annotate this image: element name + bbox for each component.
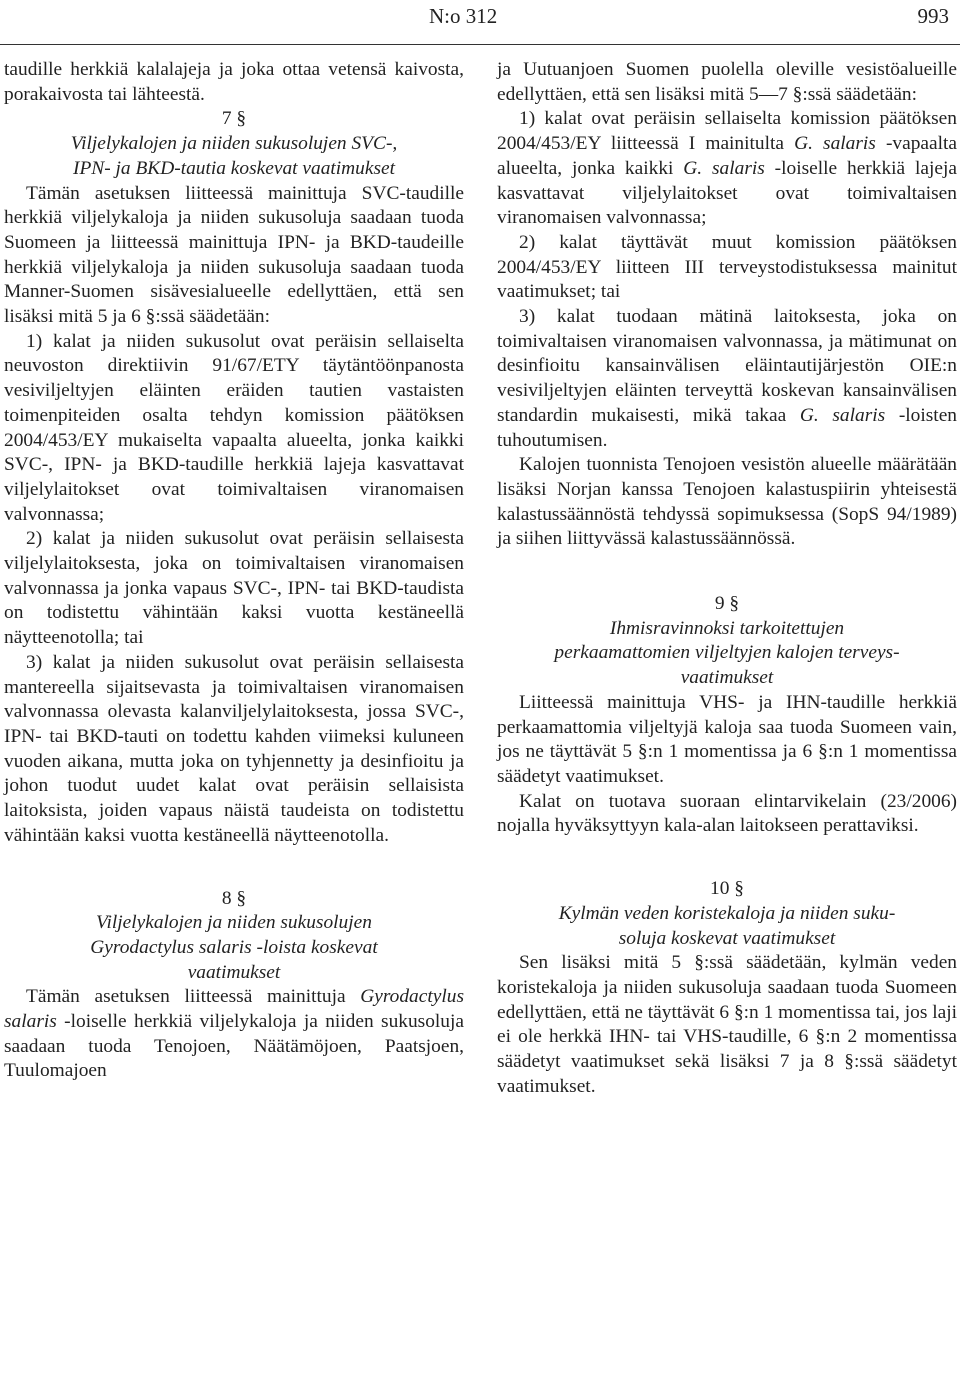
section-8-title [4, 911, 464, 985]
left-column [4, 58, 464, 1084]
section-9-number: 9 § [714, 593, 740, 615]
section-8-item-1 [497, 107, 957, 231]
section-9-paragraph-1: Liitteessä mainittuja VHS- ja IHN-taudille herkkiä perkaamattomia viljeltyjä kaloja saa tuoda Suomeen vain, jos ne täyttävät 5 §:n 1 momentissa ja 6 §:n 1 momentissa säädetyt vaatimukset. [497, 691, 957, 787]
section-9-title-line-1: Ihmisravinnoksi tarkoitettujen [609, 617, 845, 639]
section-8-paragraph-2: Kalojen tuonnista Tenojoen vesistön alueelle määrätään lisäksi Norjan kanssa Tenojoen kalastuspiirin yhteisestä kalastussäännöstä tehdyssä sopimuksessa (SopS 94/1989) ja siihen liittyvässä kalastussäännössä. [497, 454, 957, 550]
section-7-item-2: 2) kalat ja niiden sukusolut ovat peräisin sellaisesta viljelylaitoksesta, joka on toimivaltaisen viranomaisen valvonnassa ja jonka vapaus SVC-, IPN- tai BKD-taudista on todistettu vähintään kaksi vuotta kestäneellä näytteenotolla; tai [4, 528, 464, 649]
section-10-title-line-1: Kylmän veden koristekaloja ja niiden suku- [558, 902, 896, 924]
section-9-title-line-3: vaatimukset [680, 667, 774, 689]
section-8-p1-text-c: -loiselle herkkiä viljelykaloja ja niiden sukusoluja saadaan tuoda Tenojoen, Näätämöjoen, Paatsjoen, Tuulomajoen [4, 1011, 464, 1082]
section-8-item-1-text-e: -loiselle herkkiä lajeja kasvattavat viljelylaitokset ovat toimivaltaisen viranomaisen valvonnassa; [497, 157, 957, 229]
section-8-title-line-2: Gyrodactylus salaris -loista koskevat [90, 936, 378, 958]
section-9-title-line-2: perkaamattomien viljeltyjen kalojen terveys- [554, 642, 900, 664]
section-9-paragraph-2: Kalat on tuotava suoraan elintarvikelain (23/2006) nojalla hyväksyttyyn kala-alan laitokseen perattaviksi. [497, 790, 957, 837]
section-10-title [497, 902, 957, 951]
section-8-item-3 [497, 305, 957, 453]
section-8-p1-species: Gyrodactylus salaris [4, 986, 464, 1033]
section-8-item-3-text-a: 3) kalat tuodaan mätinä laitoksesta, joka on toimivaltaisen viranomaisen valvonnassa, ja mätimunat on desinfioitu kansainvälisen eläintautijärjestön OIE:n vesiviljeltyjen eläinten terveyttä koskevan kansainvälisen standardin mukaisesti, mikä takaa [497, 306, 957, 426]
section-10-paragraph-1: Sen lisäksi mitä 5 §:ssä säädetään, kylmän veden koristekaloja ja niiden sukusoluja saadaan tuoda Suomeen edellyttäen, että ne täyttävät 6 §:n 1 momentissa tai, jos laji ei ole herkkä IHN- tai VHS-taudille, 6 §:n 2 momentissa säädetyt vaatimukset sekä lisäksi 7 ja 8 §:ssä säädetyt vaatimukset. [497, 952, 957, 1097]
section-10-title-line-2: soluja koskevat vaatimukset [618, 927, 836, 949]
section-7-paragraph-1: Tämän asetuksen liitteessä mainittuja SVC-taudille herkkiä viljelykaloja ja niiden sukusoluja saadaan tuoda Suomeen ja liitteessä mainittuja IPN- ja BKD-taudeille herkkiä viljelykaloja ja niiden sukusoluja saadaan tuoda Manner-Suomen sisävesialueelle edellyttäen, että sen lisäksi mitä 5 ja 6 §:ssä säädetään: [4, 182, 464, 328]
section-8-title-line-3: vaatimukset [187, 961, 281, 983]
section-7-number: 7 § [221, 108, 247, 130]
section-8-item-3-species: G. salaris [799, 404, 886, 426]
section-7-title [4, 132, 464, 181]
section-7-item-3: 3) kalat ja niiden sukusolut ovat peräisin sellaisesta mantereella sijaitsevasta ja toimivaltaisen viranomaisen valvonnassa olevasta kalanviljelylaitoksesta, jossa SVC-, IPN- tai BKD-tauti on todettu kahden viimeksi kuluneen vuoden aikana, mutta joka on tyhjennetty ja desinfioitu ja johon tuodut uudet kalat ovat peräisin sellaisista laitoksista, joiden vapaus näistä taudeista on todistettu vähintään kaksi vuotta kestäneellä näytteenotolla. [4, 651, 464, 846]
section-8-item-1-text-a: 1) kalat ovat peräisin sellaiselta komission päätöksen 2004/453/EY liitteessä I mainitulta [497, 108, 957, 155]
section-8-number: 8 § [221, 887, 247, 909]
section-8-item-3-text-c: -loisten tuhoutumisen. [497, 404, 957, 451]
section-7-item-1: 1) kalat ja niiden sukusolut ovat peräisin sellaiselta neuvoston direktiivin 91/67/ETY täytäntöönpanosta vesiviljeltyjen eläinten eräiden tautien vastaisten toimenpiteiden osalta tehdyn komission päätöksen 2004/453/EY mukaiselta vapaalta alueelta, jonka kaikki SVC-, IPN- ja BKD-taudille herkkiä lajeja kasvattavat viljelylaitokset ovat toimivaltaisen viranomaisen valvonnassa; [4, 330, 464, 525]
section-8-p1-text-a: Tämän asetuksen liitteessä mainittuja [26, 986, 361, 1008]
section-8-paragraph-1 [4, 985, 464, 1084]
issue-number: N:o 312 [429, 4, 498, 28]
section-8-item-2: 2) kalat täyttävät muut komission päätöksen 2004/453/EY liitteen III terveystodistuksessa mainitut vaatimukset; tai [497, 231, 957, 303]
page-header [0, 0, 960, 45]
section-8-title-line-1: Viljelykalojen ja niiden sukusolujen [96, 912, 372, 934]
page-number: 993 [917, 4, 949, 28]
section-8-item-1-text-c: -vapaalta alueelta, jonka kaikki [497, 133, 957, 179]
section-8-item-1-species-2: G. salaris [683, 157, 765, 179]
right-column [497, 58, 957, 1099]
section-9-title [497, 617, 957, 691]
section-8-item-1-species-1: G. salaris [794, 133, 876, 155]
paragraph-continued: taudille herkkiä kalalajeja ja joka ottaa vetensä kaivosta, porakaivosta tai lähteestä. [4, 59, 464, 105]
paragraph-continued-right: ja Uutuanjoen Suomen puolella oleville vesistöalueille edellyttäen, että sen lisäksi mitä 5—7 §:ssä säädetään: [497, 59, 957, 105]
section-7-title-line-2: IPN- ja BKD-tautia koskevat vaatimukset [72, 157, 396, 179]
section-7-title-line-1: Viljelykalojen ja niiden sukusolujen SVC-, [70, 133, 398, 155]
section-10-number: 10 § [710, 878, 744, 900]
